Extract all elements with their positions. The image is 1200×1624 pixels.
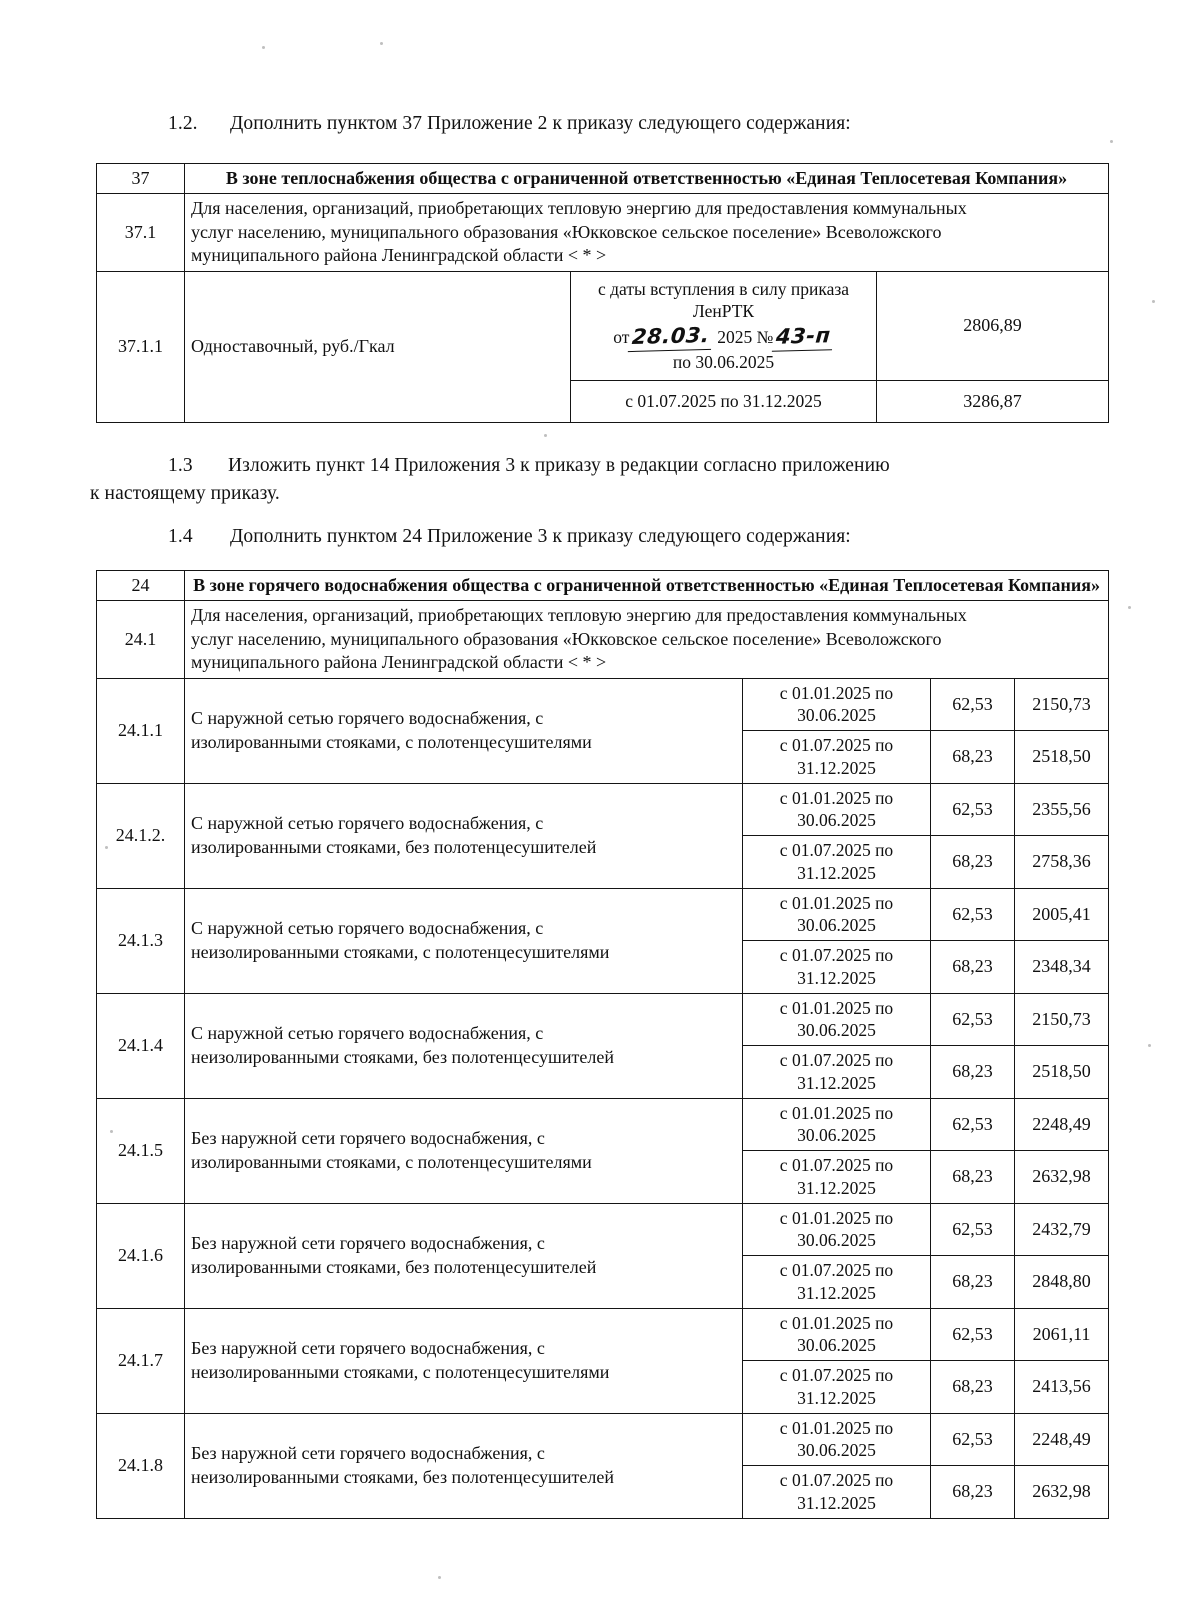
- t2-row-index: 24.1.2.: [97, 783, 185, 888]
- t2-value-first: 2150,73: [1015, 993, 1109, 1046]
- t1-header-index: 37: [97, 164, 185, 194]
- t2-period-second-line1: с 01.07.2025 по: [779, 840, 894, 861]
- t2-rate-second: 68,23: [931, 836, 1015, 889]
- t2-value-second: 2518,50: [1015, 731, 1109, 784]
- t2-row-desc-line2: неизолированными стояками, с полотенцесушителями: [191, 941, 610, 962]
- t2-header-index: 24: [97, 571, 185, 601]
- table-row-header: [97, 571, 1109, 601]
- scan-speck: [1128, 606, 1131, 609]
- t2-period-first: [743, 783, 931, 836]
- paragraph-1-3-line2: к настоящему приказу.: [90, 482, 280, 504]
- scan-speck: [1148, 1044, 1151, 1047]
- t2-value-second: 2348,34: [1015, 941, 1109, 994]
- handwritten-order-number: 43-п: [772, 322, 835, 352]
- paragraph-1-3-line1: [168, 452, 1090, 480]
- t2-period-first: [743, 678, 931, 731]
- t2-period-first-line2: 30.06.2025: [797, 1230, 876, 1251]
- t2-row-desc-line1: Без наружной сети горячего водоснабжения, с: [191, 1443, 545, 1464]
- t2-row-index: 24.1.1: [97, 678, 185, 783]
- table-row: [97, 1098, 1109, 1151]
- t2-period-second-line2: 31.12.2025: [797, 1387, 876, 1408]
- table-row: [97, 1203, 1109, 1256]
- t2-row-desc-line1: Без наружной сети горячего водоснабжения, с: [191, 1338, 545, 1359]
- t1-period-2: с 01.07.2025 по 31.12.2025: [571, 381, 877, 423]
- t2-row-description: [185, 1203, 743, 1308]
- t2-rate-second: 68,23: [931, 1151, 1015, 1204]
- table-row: [97, 1308, 1109, 1361]
- table-row: [97, 993, 1109, 1046]
- t2-row-description: [185, 993, 743, 1098]
- t2-period-second: [743, 731, 931, 784]
- t2-value-second: 2758,36: [1015, 836, 1109, 889]
- t2-period-second-line2: 31.12.2025: [797, 967, 876, 988]
- scan-speck: [110, 1130, 113, 1133]
- table-row: [97, 678, 1109, 731]
- t2-period-second-line1: с 01.07.2025 по: [779, 1155, 894, 1176]
- t2-period-second-line1: с 01.07.2025 по: [779, 1470, 894, 1491]
- t2-period-second-line1: с 01.07.2025 по: [779, 945, 894, 966]
- t2-period-first-line2: 30.06.2025: [797, 1020, 876, 1041]
- t2-row-desc-line1: С наружной сетью горячего водоснабжения, с: [191, 708, 544, 729]
- t2-period-second-line1: с 01.07.2025 по: [779, 735, 894, 756]
- t2-rate-second: 68,23: [931, 1256, 1015, 1309]
- scan-speck: [380, 42, 383, 45]
- t1-scope-line1: Для населения, организаций, приобретающих тепловую энергию для предоставления коммунальных: [191, 198, 967, 219]
- t2-period-first-line1: с 01.01.2025 по: [779, 1417, 894, 1438]
- t2-row-index: 24.1.3: [97, 888, 185, 993]
- t1-row-index: 37.1.1: [97, 271, 185, 422]
- t1-scope-line2-b: Всеволожского: [825, 221, 942, 242]
- t2-value-first: 2248,49: [1015, 1413, 1109, 1466]
- t2-period-second-line2: 31.12.2025: [797, 1282, 876, 1303]
- paragraph-1-4-number: 1.4: [168, 526, 193, 547]
- t1-period-prefix: от: [613, 327, 630, 348]
- scan-speck: [105, 846, 108, 849]
- t2-period-second-line2: 31.12.2025: [797, 757, 876, 778]
- t2-period-first: [743, 993, 931, 1046]
- table-row: [97, 888, 1109, 941]
- t2-row-description: [185, 678, 743, 783]
- t2-value-second: 2632,98: [1015, 1466, 1109, 1519]
- t2-period-first: [743, 1413, 931, 1466]
- t2-rate-first: 62,53: [931, 1308, 1015, 1361]
- t2-rate-first: 62,53: [931, 888, 1015, 941]
- t2-value-first: 2432,79: [1015, 1203, 1109, 1256]
- t2-rate-first: 62,53: [931, 1413, 1015, 1466]
- t2-period-second-line2: 31.12.2025: [797, 1072, 876, 1093]
- t1-scope-text: [185, 194, 1109, 271]
- t2-scope-index: 24.1: [97, 601, 185, 678]
- t2-rate-first: 62,53: [931, 1203, 1015, 1256]
- t2-period-second: [743, 1046, 931, 1099]
- t2-period-second-line1: с 01.07.2025 по: [779, 1365, 894, 1386]
- t2-period-second: [743, 836, 931, 889]
- t2-scope-line2-b: Всеволожского: [825, 628, 942, 649]
- t1-value-2: 3286,87: [877, 381, 1109, 423]
- t2-row-desc-line2: изолированными стояками, без полотенцесушителей: [191, 1256, 597, 1277]
- paragraph-1-3-number: 1.3: [168, 455, 193, 476]
- t2-row-desc-line2: изолированными стояками, с полотенцесушителями: [191, 731, 592, 752]
- paragraph-1-4-text: Дополнить пунктом 24 Приложение 3 к приказу следующего содержания:: [230, 526, 851, 547]
- t2-period-first-line2: 30.06.2025: [797, 1440, 876, 1461]
- table-row: [97, 271, 1109, 381]
- t2-value-second: 2632,98: [1015, 1151, 1109, 1204]
- t2-rate-second: 68,23: [931, 1361, 1015, 1414]
- t2-row-index: 24.1.7: [97, 1308, 185, 1413]
- t1-period-effective: [571, 271, 877, 381]
- t2-period-first-line1: с 01.01.2025 по: [779, 682, 894, 703]
- t1-scope-line2-a: услуг населению, муниципального образования «Юкковское сельское поселение»: [191, 221, 822, 242]
- t2-rate-first: 62,53: [931, 993, 1015, 1046]
- paragraph-1-2: [168, 110, 1128, 138]
- t2-period-second: [743, 1466, 931, 1519]
- t1-scope-line3: муниципального района Ленинградской области < * >: [191, 245, 607, 266]
- t2-period-second-line2: 31.12.2025: [797, 1177, 876, 1198]
- t2-rate-second: 68,23: [931, 1046, 1015, 1099]
- table-row: [97, 783, 1109, 836]
- t2-header-title: В зоне горячего водоснабжения общества с ограниченной ответственностью «Единая Теплосетевая Компания»: [185, 571, 1109, 601]
- t2-period-first: [743, 1308, 931, 1361]
- t2-value-second: 2413,56: [1015, 1361, 1109, 1414]
- t1-period-eff-line3: [575, 323, 872, 351]
- paragraph-1-3-text1: Изложить пункт 14 Приложения 3 к приказу в редакции согласно приложению: [228, 455, 890, 476]
- t2-period-first-line2: 30.06.2025: [797, 1335, 876, 1356]
- t2-period-second: [743, 1361, 931, 1414]
- t2-row-index: 24.1.5: [97, 1098, 185, 1203]
- t2-rate-first: 62,53: [931, 678, 1015, 731]
- t2-row-desc-line2: неизолированными стояками, с полотенцесушителями: [191, 1361, 610, 1382]
- t2-value-second: 2518,50: [1015, 1046, 1109, 1099]
- t1-scope-line2: [191, 221, 1102, 244]
- table-appendix-2-item-37: [96, 163, 1109, 423]
- t2-period-first-line2: 30.06.2025: [797, 1125, 876, 1146]
- scan-speck: [262, 46, 265, 49]
- t2-row-description: [185, 1413, 743, 1518]
- t1-period-eff-line4: по 30.06.2025: [672, 352, 775, 373]
- t2-row-description: [185, 1308, 743, 1413]
- t2-value-first: 2061,11: [1015, 1308, 1109, 1361]
- t2-rate-first: 62,53: [931, 783, 1015, 836]
- t2-period-second: [743, 1151, 931, 1204]
- t2-period-first-line1: с 01.01.2025 по: [779, 787, 894, 808]
- t2-period-first: [743, 888, 931, 941]
- t2-row-desc-line2: неизолированными стояками, без полотенцесушителей: [191, 1046, 614, 1067]
- t2-row-desc-line2: неизолированными стояками, без полотенцесушителей: [191, 1466, 614, 1487]
- t2-period-first-line1: с 01.01.2025 по: [779, 1102, 894, 1123]
- t2-value-first: 2005,41: [1015, 888, 1109, 941]
- t2-value-second: 2848,80: [1015, 1256, 1109, 1309]
- t1-value-1: 2806,89: [877, 271, 1109, 381]
- t2-row-desc-line1: Без наружной сети горячего водоснабжения, с: [191, 1233, 545, 1254]
- table-row: [97, 1413, 1109, 1466]
- t2-period-first-line1: с 01.01.2025 по: [779, 1207, 894, 1228]
- t2-period-second-line1: с 01.07.2025 по: [779, 1260, 894, 1281]
- t2-row-desc-line2: изолированными стояками, без полотенцесушителей: [191, 836, 597, 857]
- t1-period-eff-line1: с даты вступления в силу приказа: [597, 278, 850, 299]
- t2-row-description: [185, 783, 743, 888]
- t2-row-index: 24.1.8: [97, 1413, 185, 1518]
- t2-row-index: 24.1.6: [97, 1203, 185, 1308]
- t2-period-second: [743, 941, 931, 994]
- t2-period-first-line2: 30.06.2025: [797, 915, 876, 936]
- table-row-scope: [97, 194, 1109, 271]
- t1-period-year: 2025: [717, 327, 753, 348]
- scan-speck: [544, 434, 547, 437]
- paragraph-1-2-text: Дополнить пунктом 37 Приложение 2 к приказу следующего содержания:: [230, 113, 851, 134]
- t1-period-no-label: №: [756, 327, 774, 348]
- t2-period-first-line2: 30.06.2025: [797, 810, 876, 831]
- table-row-header: [97, 164, 1109, 194]
- t2-scope-line2: [191, 628, 1102, 651]
- t1-period-eff-line2: ЛенРТК: [692, 301, 755, 322]
- t2-rate-second: 68,23: [931, 941, 1015, 994]
- t2-row-description: [185, 1098, 743, 1203]
- paragraph-1-4: [168, 523, 1128, 551]
- t2-rate-second: 68,23: [931, 731, 1015, 784]
- t2-row-index: 24.1.4: [97, 993, 185, 1098]
- scan-speck: [438, 1576, 441, 1579]
- scan-speck: [1110, 140, 1113, 143]
- table-row-scope: [97, 601, 1109, 678]
- t2-row-desc-line1: С наружной сетью горячего водоснабжения, с: [191, 813, 544, 834]
- t2-value-first: 2355,56: [1015, 783, 1109, 836]
- t2-period-first-line1: с 01.01.2025 по: [779, 997, 894, 1018]
- scan-speck: [1152, 300, 1155, 303]
- t2-period-second-line2: 31.12.2025: [797, 1492, 876, 1513]
- t2-rate-first: 62,53: [931, 1098, 1015, 1151]
- paragraph-1-3: [90, 452, 1090, 507]
- t2-period-first: [743, 1203, 931, 1256]
- t1-header-title: В зоне теплоснабжения общества с ограниченной ответственностью «Единая Теплосетевая Компания»: [185, 164, 1109, 194]
- t2-period-first-line2: 30.06.2025: [797, 705, 876, 726]
- t2-row-desc-line1: Без наружной сети горячего водоснабжения, с: [191, 1128, 545, 1149]
- t2-period-second: [743, 1256, 931, 1309]
- t2-scope-line3: муниципального района Ленинградской области < * >: [191, 652, 607, 673]
- t2-row-desc-line1: С наружной сетью горячего водоснабжения, с: [191, 1023, 544, 1044]
- t2-period-second-line2: 31.12.2025: [797, 862, 876, 883]
- table-appendix-3-item-24: [96, 570, 1109, 1519]
- paragraph-1-2-number: 1.2.: [168, 113, 198, 134]
- t2-scope-line1: Для населения, организаций, приобретающих тепловую энергию для предоставления коммунальных: [191, 605, 967, 626]
- t2-scope-line2-a: услуг населению, муниципального образования «Юкковское сельское поселение»: [191, 628, 822, 649]
- t2-period-first-line1: с 01.01.2025 по: [779, 892, 894, 913]
- t1-scope-index: 37.1: [97, 194, 185, 271]
- t2-period-first: [743, 1098, 931, 1151]
- t2-row-description: [185, 888, 743, 993]
- t2-value-first: 2248,49: [1015, 1098, 1109, 1151]
- t2-period-second-line1: с 01.07.2025 по: [779, 1050, 894, 1071]
- t1-row-description: Одноставочный, руб./Гкал: [185, 271, 571, 422]
- t2-scope-text: [185, 601, 1109, 678]
- t2-rate-second: 68,23: [931, 1466, 1015, 1519]
- t2-row-desc-line2: изолированными стояками, с полотенцесушителями: [191, 1151, 592, 1172]
- t2-value-first: 2150,73: [1015, 678, 1109, 731]
- t2-row-desc-line1: С наружной сетью горячего водоснабжения, с: [191, 918, 544, 939]
- handwritten-date: 28.03.: [628, 322, 714, 352]
- t2-period-first-line1: с 01.01.2025 по: [779, 1312, 894, 1333]
